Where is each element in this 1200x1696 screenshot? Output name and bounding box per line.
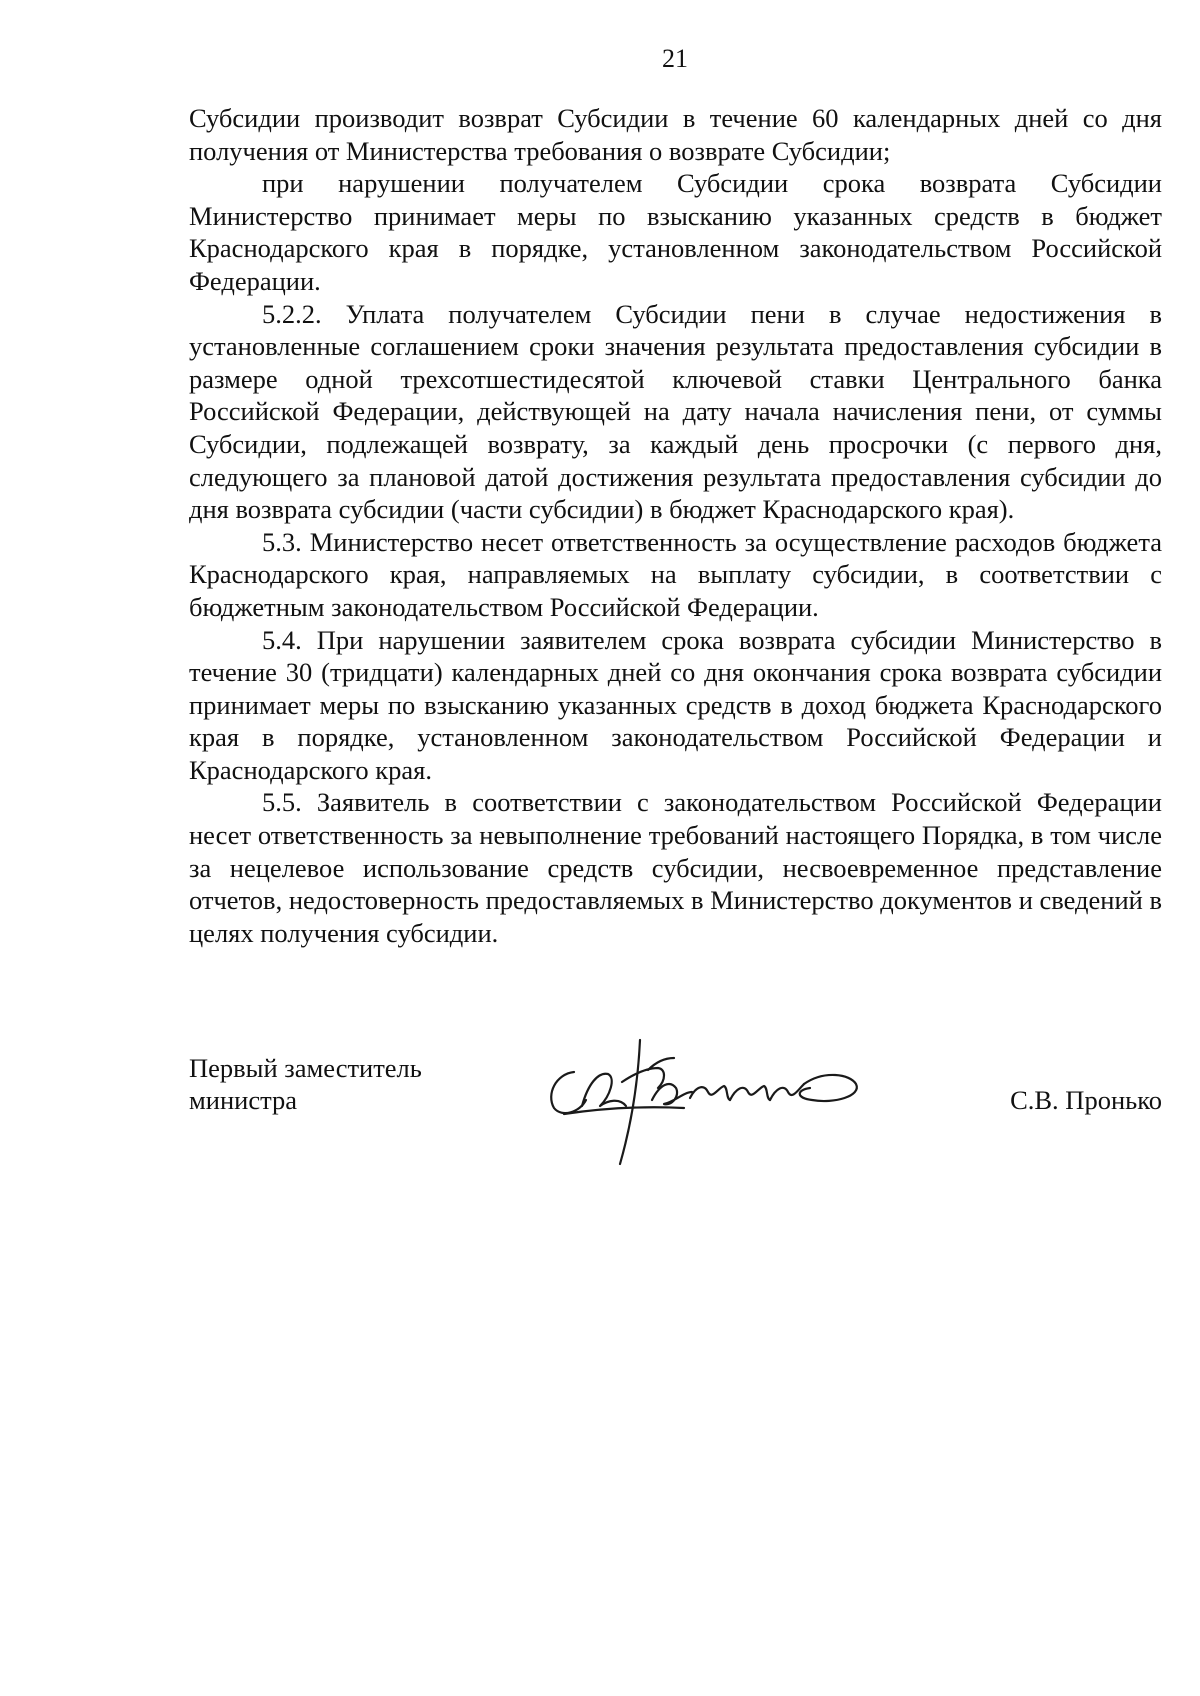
signer-position [189,1052,509,1116]
paragraph-5-5: 5.5. Заявитель в соответствии с законодательством Российской Федерации несет ответственность за невыполнение требований настоящего Порядка, в том числе за нецелевое использование средств субсидии, несвоевременное представление отчетов, недостоверность предоставляемых в Министерство документов и сведений в целях получения субсидии. [189,787,1162,948]
page-number: 21 [662,44,688,73]
signer-name: С.В. Пронько [1010,1085,1162,1115]
signer-position-line2: министра [189,1085,297,1115]
signer-position-line1: Первый заместитель [189,1053,422,1083]
document-body [189,102,1162,949]
handwritten-signature [534,1022,914,1172]
paragraph-5-2-2: 5.2.2. Уплата получателем Субсидии пени в случае недостижения в установленные соглашением сроки значения результата предоставления субсидии в размере одной трехсотшестидесятой ключевой ставки Центрального банка Российской Федерации, действующей на дату начала начисления пени, от суммы Субсидии, подлежащей возврату, за каждый день просрочки (с первого дня, следующего за плановой датой достижения результата предоставления субсидии до дня возврата субсидии (части субсидии) в бюджет Краснодарского края). [189,298,1162,525]
paragraph-5-4: 5.4. При нарушении заявителем срока возврата субсидии Министерство в течение 30 (тридцати) календарных дней со дня окончания срока возврата субсидии принимает меры по взысканию указанных средств в доход бюджета Краснодарского края в порядке, установленном законодательством Российской Федерации и Краснодарского края. [189,624,1162,785]
paragraph-violation-return: при нарушении получателем Субсидии срока возврата Субсидии Министерство принимает меры по взысканию указанных средств в бюджет Краснодарского края в порядке, установленном законодательством Российской Федерации. [189,168,1162,296]
paragraph-5-3: 5.3. Министерство несет ответственность за осуществление расходов бюджета Краснодарского края, направляемых на выплату субсидии, в соответствии с бюджетным законодательством Российской Федерации. [189,526,1162,622]
signature-block [189,1052,1162,1182]
paragraph-continuation: Субсидии производит возврат Субсидии в течение 60 календарных дней со дня получения от Министерства требования о возврате Субсидии; [189,103,1162,166]
